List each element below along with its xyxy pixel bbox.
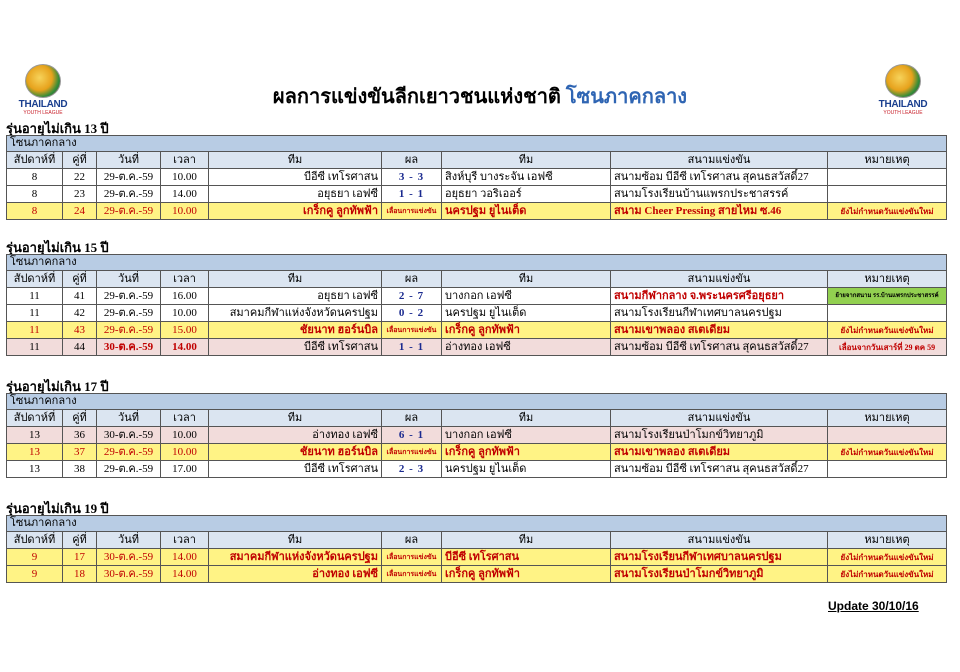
zone-label: โซนภาคกลาง (7, 136, 947, 152)
results-table-u15 (6, 254, 947, 356)
table-row (7, 288, 947, 305)
table-row (7, 186, 947, 203)
cell-date: 30-ต.ค.-59 (97, 549, 161, 566)
cell-week: 9 (7, 549, 63, 566)
logo-wordmark: THAILAND (878, 99, 928, 110)
cell-venue: สนามซ้อม บีอีซี เทโรศาสน สุคนธสวัสดิ์27 (611, 339, 828, 356)
cell-time: 14.00 (161, 566, 209, 583)
header-team: ทีม (209, 532, 382, 549)
cell-pair: 42 (63, 305, 97, 322)
cell-week: 11 (7, 339, 63, 356)
cell-week: 9 (7, 566, 63, 583)
cell-note: ยังไม่กำหนดวันแข่งขันใหม่ (828, 566, 947, 583)
header-team: ทีม (442, 271, 611, 288)
cell-score: เลื่อนการแข่งขัน (382, 444, 442, 461)
cell-note (828, 461, 947, 478)
header-score: ผล (382, 410, 442, 427)
cell-pair: 41 (63, 288, 97, 305)
results-table-u19 (6, 515, 947, 583)
table-row (7, 322, 947, 339)
cell-time: 10.00 (161, 203, 209, 220)
cell-week: 11 (7, 288, 63, 305)
cell-venue: สนามเขาพลอง สเตเดียม (611, 322, 828, 339)
cell-time: 14.00 (161, 339, 209, 356)
cell-time: 14.00 (161, 549, 209, 566)
page-title (0, 80, 960, 112)
cell-away-team: บางกอก เอฟซี (442, 427, 611, 444)
cell-note: ยังไม่กำหนดวันแข่งขันใหม่ (828, 549, 947, 566)
cell-pair: 23 (63, 186, 97, 203)
cell-home-team: ชัยนาท ฮอร์นบิล (209, 444, 382, 461)
cell-note (828, 186, 947, 203)
cell-week: 8 (7, 169, 63, 186)
header-week: สัปดาห์ที่ (7, 410, 63, 427)
cell-score: 1 - 1 (382, 339, 442, 356)
cell-pair: 22 (63, 169, 97, 186)
section-title-u19: รุ่นอายุไม่เกิน 19 ปี (6, 501, 109, 516)
cell-time: 16.00 (161, 288, 209, 305)
cell-note (828, 169, 947, 186)
title-zone: โซนภาคกลาง (565, 86, 688, 108)
cell-date: 29-ต.ค.-59 (97, 305, 161, 322)
cell-away-team: นครปฐม ยูไนเต็ด (442, 305, 611, 322)
cell-pair: 37 (63, 444, 97, 461)
logo-subtext: YOUTH LEAGUE (23, 110, 63, 116)
cell-week: 13 (7, 427, 63, 444)
cell-date: 29-ต.ค.-59 (97, 186, 161, 203)
results-table-u17 (6, 393, 947, 478)
header-pair: คู่ที่ (63, 410, 97, 427)
header-date: วันที่ (97, 152, 161, 169)
cell-score: เลื่อนการแข่งขัน (382, 566, 442, 583)
section-title-u17: รุ่นอายุไม่เกิน 17 ปี (6, 379, 109, 394)
cell-venue: สนามโรงเรียนป่าโมกข์วิทยาภูมิ (611, 427, 828, 444)
cell-score: เลื่อนการแข่งขัน (382, 322, 442, 339)
header-team: ทีม (442, 152, 611, 169)
table-row (7, 339, 947, 356)
cell-time: 10.00 (161, 169, 209, 186)
cell-week: 11 (7, 305, 63, 322)
cell-note: ยังไม่กำหนดวันแข่งขันใหม่ (828, 322, 947, 339)
header-team: ทีม (209, 410, 382, 427)
cell-week: 11 (7, 322, 63, 339)
cell-venue: สนาม Cheer Pressing สายไหม ซ.46 (611, 203, 828, 220)
cell-date: 29-ต.ค.-59 (97, 461, 161, 478)
cell-home-team: สมาคมกีฬาแห่งจังหวัดนครปฐม (209, 549, 382, 566)
table-row (7, 444, 947, 461)
header-score: ผล (382, 152, 442, 169)
header-time: เวลา (161, 532, 209, 549)
cell-note: เลื่อนจากวันเสาร์ที่ 29 ตค 59 (828, 339, 947, 356)
header-note: หมายเหตุ (828, 271, 947, 288)
cell-away-team: สิงห์บุรี บางระจัน เอฟซี (442, 169, 611, 186)
cell-home-team: อ่างทอง เอฟซี (209, 427, 382, 444)
cell-note: ย้ายจากสนาม รร.บ้านแพรกประชาสรรค์ (828, 288, 947, 305)
header-date: วันที่ (97, 532, 161, 549)
table-row (7, 305, 947, 322)
cell-score: 6 - 1 (382, 427, 442, 444)
cell-time: 10.00 (161, 305, 209, 322)
table-row (7, 427, 947, 444)
table-row (7, 549, 947, 566)
cell-pair: 38 (63, 461, 97, 478)
zone-label: โซนภาคกลาง (7, 255, 947, 271)
cell-score: 2 - 3 (382, 461, 442, 478)
header-pair: คู่ที่ (63, 271, 97, 288)
cell-time: 14.00 (161, 186, 209, 203)
cell-date: 30-ต.ค.-59 (97, 339, 161, 356)
results-table-u13 (6, 135, 947, 220)
cell-away-team: เกร็กคู ลูกทัพฟ้า (442, 322, 611, 339)
cell-date: 30-ต.ค.-59 (97, 427, 161, 444)
table-row (7, 461, 947, 478)
cell-score: 0 - 2 (382, 305, 442, 322)
table-row (7, 203, 947, 220)
cell-time: 10.00 (161, 444, 209, 461)
cell-pair: 24 (63, 203, 97, 220)
cell-home-team: อยุธยา เอฟซี (209, 186, 382, 203)
cell-pair: 36 (63, 427, 97, 444)
section-title-u15: รุ่นอายุไม่เกิน 15 ปี (6, 240, 109, 255)
header-team: ทีม (209, 271, 382, 288)
header-note: หมายเหตุ (828, 152, 947, 169)
cell-time: 17.00 (161, 461, 209, 478)
cell-venue: สนามเขาพลอง สเตเดียม (611, 444, 828, 461)
cell-venue: สนามซ้อม บีอีซี เทโรศาสน สุคนธสวัสดิ์27 (611, 461, 828, 478)
header-score: ผล (382, 532, 442, 549)
cell-venue: สนามโรงเรียนบ้านแพรกประชาสรรค์ (611, 186, 828, 203)
cell-score: เลื่อนการแข่งขัน (382, 203, 442, 220)
update-date-label: Update 30/10/16 (828, 599, 919, 613)
header-score: ผล (382, 271, 442, 288)
header-team: ทีม (442, 532, 611, 549)
cell-time: 15.00 (161, 322, 209, 339)
cell-away-team: อยุธยา วอริเออร์ (442, 186, 611, 203)
logo-subtext: YOUTH LEAGUE (883, 110, 923, 116)
header-pair: คู่ที่ (63, 152, 97, 169)
header-week: สัปดาห์ที่ (7, 271, 63, 288)
cell-away-team: เกร็กคู ลูกทัพฟ้า (442, 566, 611, 583)
cell-home-team: สมาคมกีฬาแห่งจังหวัดนครปฐม (209, 305, 382, 322)
title-main: ผลการแข่งขันลีกเยาวชนแห่งชาติ (272, 86, 561, 108)
cell-away-team: บีอีซี เทโรศาสน (442, 549, 611, 566)
cell-away-team: อ่างทอง เอฟซี (442, 339, 611, 356)
header-note: หมายเหตุ (828, 410, 947, 427)
header-date: วันที่ (97, 410, 161, 427)
header-team: ทีม (209, 152, 382, 169)
cell-date: 30-ต.ค.-59 (97, 566, 161, 583)
cell-date: 29-ต.ค.-59 (97, 169, 161, 186)
header-venue: สนามแข่งขัน (611, 152, 828, 169)
cell-note: ยังไม่กำหนดวันแข่งขันใหม่ (828, 444, 947, 461)
header-time: เวลา (161, 271, 209, 288)
logo-wordmark: THAILAND (18, 99, 68, 110)
cell-note: ยังไม่กำหนดวันแข่งขันใหม่ (828, 203, 947, 220)
cell-home-team: บีอีซี เทโรศาสน (209, 461, 382, 478)
cell-home-team: อ่างทอง เอฟซี (209, 566, 382, 583)
header-team: ทีม (442, 410, 611, 427)
cell-pair: 17 (63, 549, 97, 566)
cell-venue: สนามโรงเรียนกีฬาเทศบาลนครปฐม (611, 549, 828, 566)
cell-date: 29-ต.ค.-59 (97, 288, 161, 305)
cell-away-team: บางกอก เอฟซี (442, 288, 611, 305)
cell-venue: สนามโรงเรียนป่าโมกข์วิทยาภูมิ (611, 566, 828, 583)
cell-home-team: อยุธยา เอฟซี (209, 288, 382, 305)
cell-time: 10.00 (161, 427, 209, 444)
cell-week: 8 (7, 203, 63, 220)
table-row (7, 169, 947, 186)
cell-pair: 44 (63, 339, 97, 356)
cell-venue: สนามซ้อม บีอีซี เทโรศาสน สุคนธสวัสดิ์27 (611, 169, 828, 186)
cell-away-team: นครปฐม ยูไนเต็ด (442, 461, 611, 478)
cell-note (828, 305, 947, 322)
cell-date: 29-ต.ค.-59 (97, 322, 161, 339)
cell-score: 3 - 3 (382, 169, 442, 186)
cell-week: 13 (7, 461, 63, 478)
header-week: สัปดาห์ที่ (7, 532, 63, 549)
cell-note (828, 427, 947, 444)
cell-score: 1 - 1 (382, 186, 442, 203)
cell-venue: สนามกีฬากลาง จ.พระนครศรีอยุธยา (611, 288, 828, 305)
cell-score: เลื่อนการแข่งขัน (382, 549, 442, 566)
header-week: สัปดาห์ที่ (7, 152, 63, 169)
header-time: เวลา (161, 152, 209, 169)
header-venue: สนามแข่งขัน (611, 271, 828, 288)
cell-home-team: เกร็กคู ลูกทัพฟ้า (209, 203, 382, 220)
section-title-u13: รุ่นอายุไม่เกิน 13 ปี (6, 121, 109, 136)
cell-score: 2 - 7 (382, 288, 442, 305)
header-note: หมายเหตุ (828, 532, 947, 549)
cell-date: 29-ต.ค.-59 (97, 203, 161, 220)
cell-pair: 18 (63, 566, 97, 583)
zone-label: โซนภาคกลาง (7, 394, 947, 410)
header-venue: สนามแข่งขัน (611, 410, 828, 427)
cell-date: 29-ต.ค.-59 (97, 444, 161, 461)
cell-pair: 43 (63, 322, 97, 339)
cell-home-team: บีอีซี เทโรศาสน (209, 339, 382, 356)
header-venue: สนามแข่งขัน (611, 532, 828, 549)
zone-label: โซนภาคกลาง (7, 516, 947, 532)
cell-home-team: ชัยนาท ฮอร์นบิล (209, 322, 382, 339)
cell-away-team: นครปฐม ยูไนเต็ด (442, 203, 611, 220)
header-date: วันที่ (97, 271, 161, 288)
cell-home-team: บีอีซี เทโรศาสน (209, 169, 382, 186)
header-time: เวลา (161, 410, 209, 427)
table-row (7, 566, 947, 583)
header-pair: คู่ที่ (63, 532, 97, 549)
cell-week: 8 (7, 186, 63, 203)
cell-venue: สนามโรงเรียนกีฬาเทศบาลนครปฐม (611, 305, 828, 322)
cell-week: 13 (7, 444, 63, 461)
cell-away-team: เกร็กคู ลูกทัพฟ้า (442, 444, 611, 461)
